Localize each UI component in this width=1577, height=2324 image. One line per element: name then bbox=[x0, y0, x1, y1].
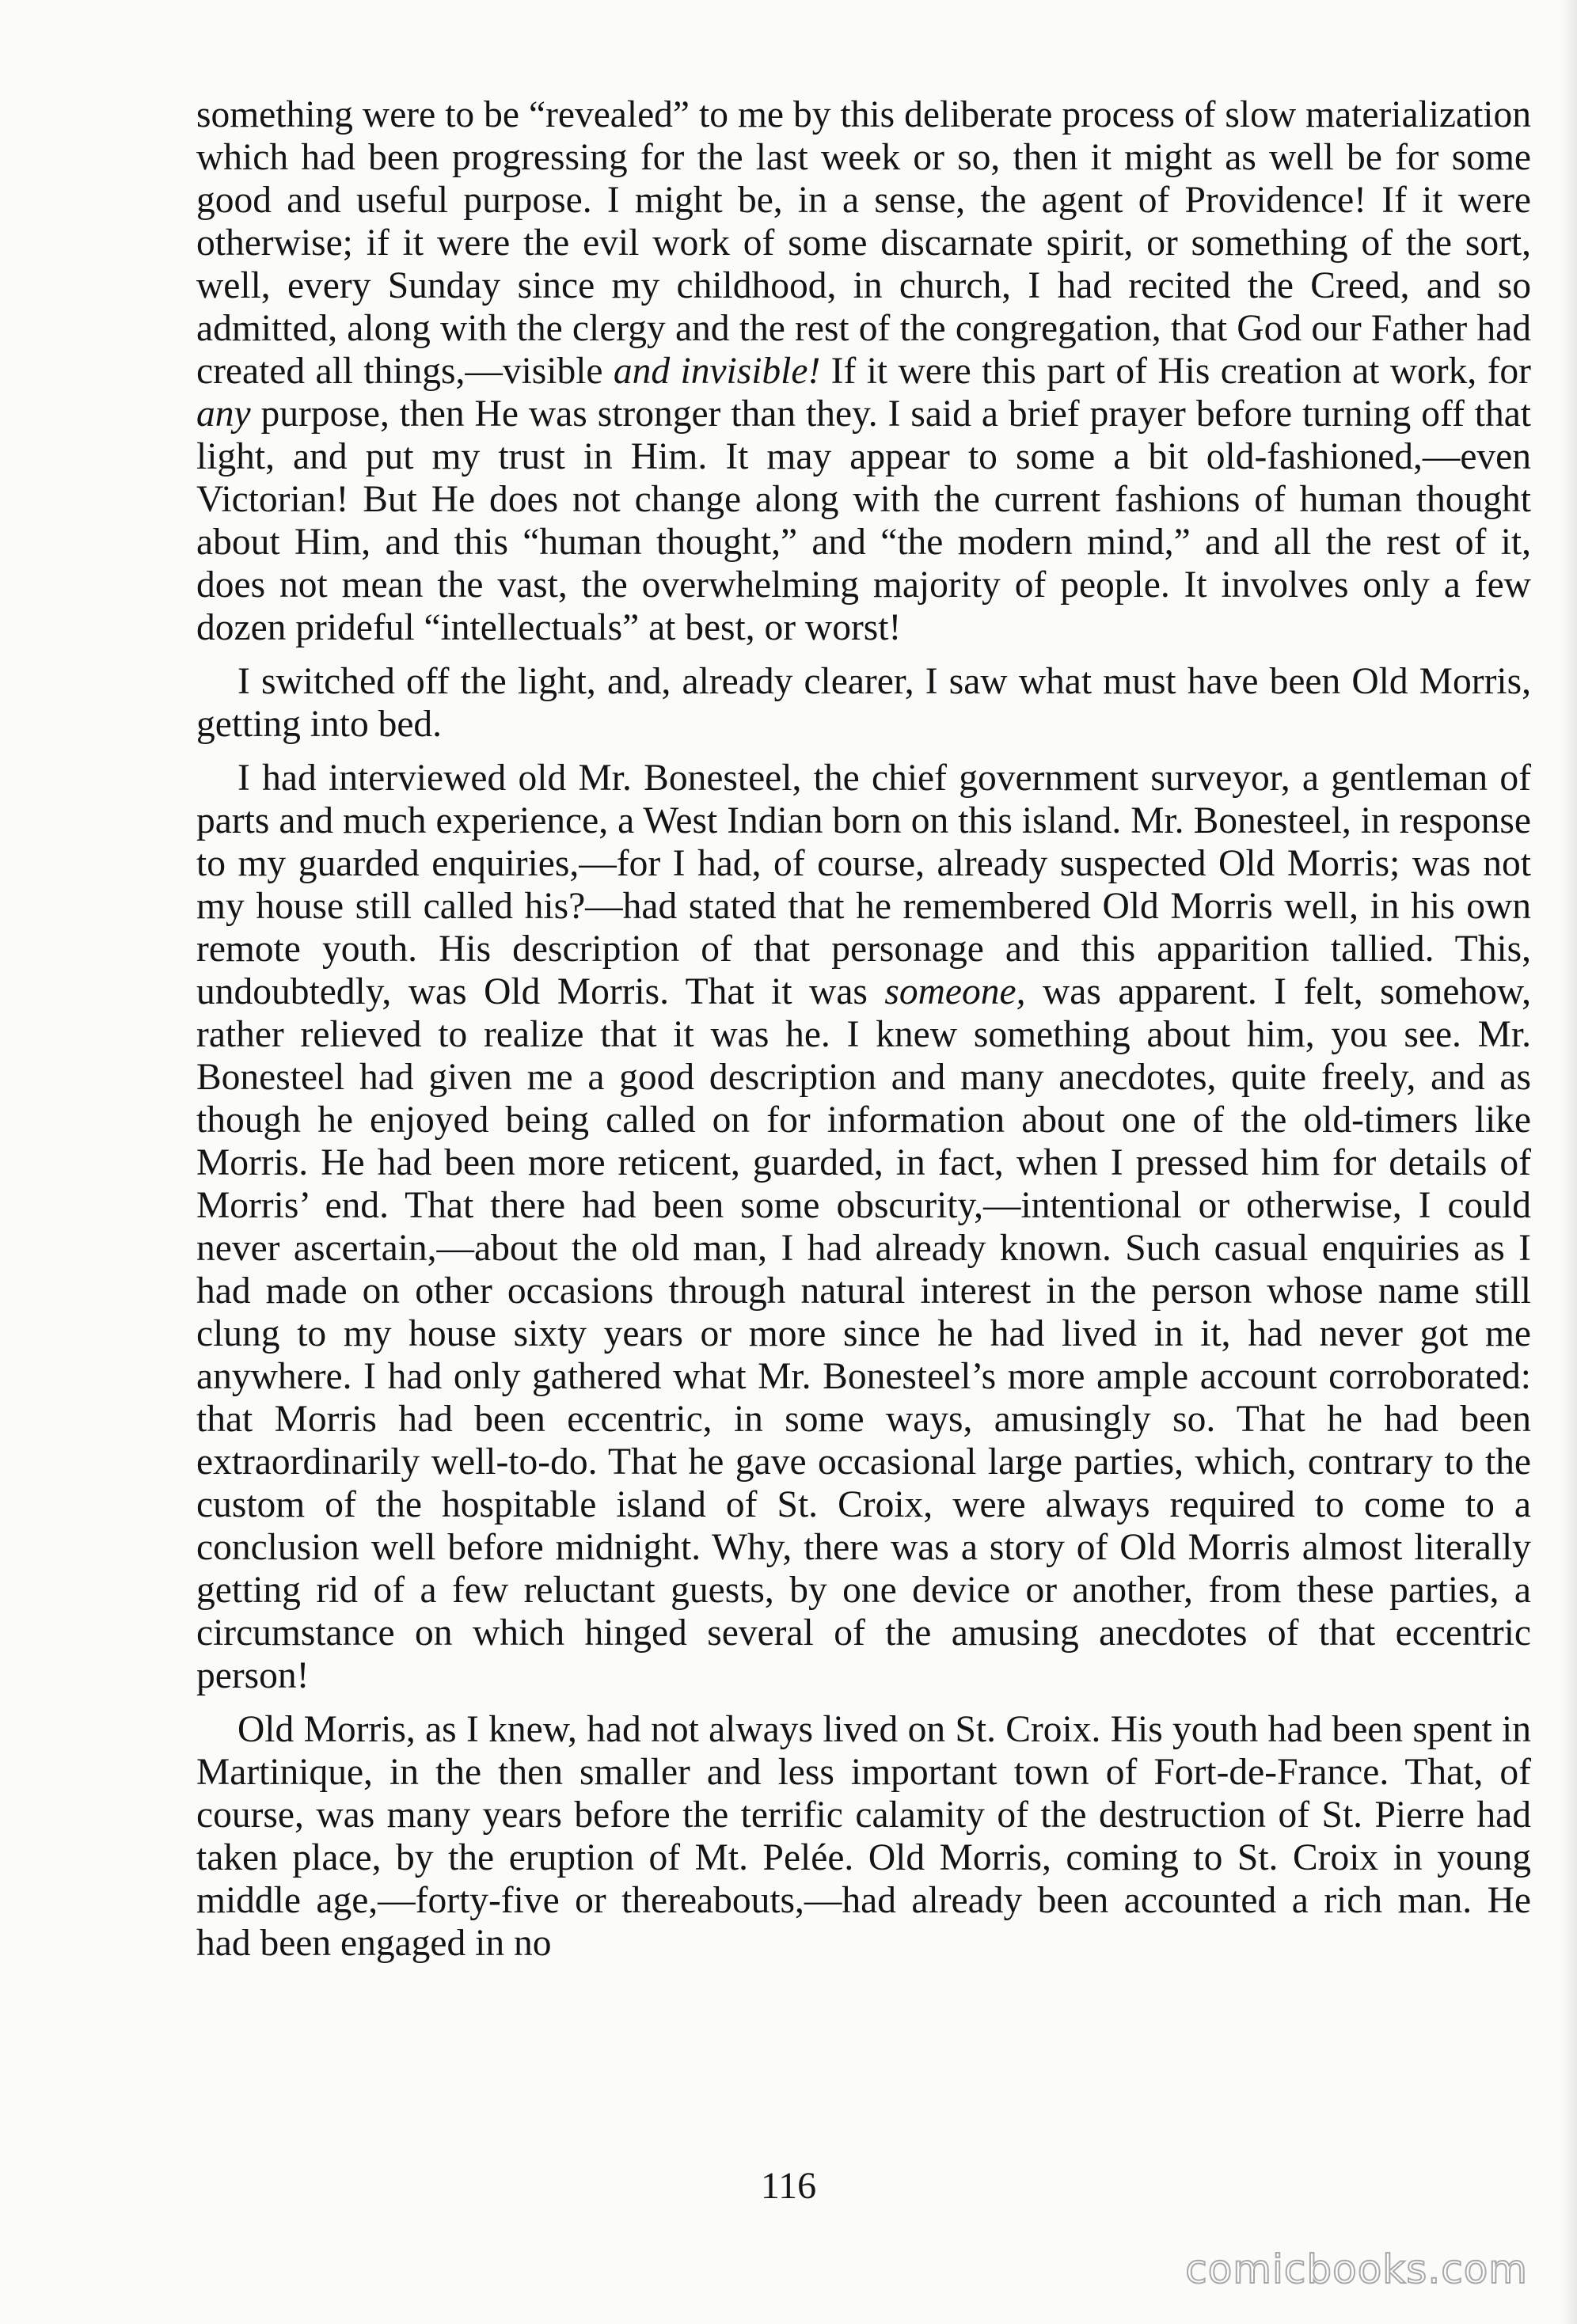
paragraph-1-italic-1: and invisible! bbox=[613, 351, 821, 392]
paragraph-1-text-2: If it were this part of His creation at work, for bbox=[820, 351, 1531, 392]
paragraph-3 bbox=[196, 757, 1531, 1697]
paragraph-1 bbox=[196, 93, 1531, 649]
paragraph-1-text-1: something were to be “revealed” to me by this deliberate process of slow materialization which had been progressing for the last week or so, then it might as well be for some good and useful purpose. I might be, in a sense, the agent of Providence! If it were otherwise; if it were the evil work of some discarnate spirit, or something of the sort, well, every Sunday since my childhood, in church, I had recited the Creed, and so admitted, along with the clergy and the rest of the congregation, that God our Father had created all things,—visible bbox=[196, 94, 1531, 392]
paragraph-4 bbox=[196, 1708, 1531, 1965]
page-edge-shadow bbox=[1560, 0, 1577, 2324]
paragraph-2-text-1: I switched off the light, and, already clearer, I saw what must have been Old Morris, getting into bed. bbox=[196, 661, 1531, 745]
paragraph-1-text-3: purpose, then He was stronger than they. I said a brief prayer before turning off that light, and put my trust in Him. It may appear to some a bit old-fashioned,—even Victorian! But He does not change along with the current fashions of human thought about Him, and this “human thought,” and “the modern mind,” and all the rest of it, does not mean the vast, the overwhelming majority of people. It involves only a few dozen prideful “intellectuals” at best, or worst! bbox=[196, 393, 1531, 648]
paragraph-4-text-1: Old Morris, as I knew, had not always lived on St. Croix. His youth had been spent in Martinique, in the then smaller and less important town of Fort-de-France. That, of course, was many years before the terrific calamity of the destruction of St. Pierre had taken place, by the eruption of Mt. Pelée. Old Morris, coming to St. Croix in young middle age,—forty-five or thereabouts,—had already been accounted a rich man. He had been engaged in no bbox=[196, 1709, 1531, 1964]
page-number: 116 bbox=[760, 2165, 817, 2207]
watermark-logo: comicbooks.com bbox=[1185, 2246, 1528, 2292]
paragraph-1-italic-2: any bbox=[196, 393, 251, 435]
paragraph-3-text-2: was apparent. I felt, somehow, rather relieved to realize that it was he. I knew something about him, you see. Mr. Bonesteel had given me a good description and many anecdotes, quite freely, and as though he enjoyed being called on for information about one of the old-timers like Morris. He had been more reticent, guarded, in fact, when I pressed him for details of Morris’ end. That there had been some obscurity,—intentional or otherwise, I could never ascertain,—about the old man, I had already known. Such casual enquiries as I had made on other occasions through natural interest in the person whose name still clung to my house sixty years or more since he had lived in it, had never got me anywhere. I had only gathered what Mr. Bonesteel’s more ample account corroborated: that Morris had been eccentric, in some ways, amusingly so. That he had been extraordinarily well-to-do. That he gave occasional large parties, which, contrary to the custom of the hospitable island of St. Croix, were always required to come to a conclusion well before midnight. Why, there was a story of Old Morris almost literally getting rid of a few reluctant guests, by one device or another, from these parties, a circumstance on which hinged several of the amusing anecdotes of that eccentric person! bbox=[196, 971, 1531, 1696]
page-body bbox=[196, 93, 1531, 1965]
paragraph-2 bbox=[196, 660, 1531, 746]
paragraph-3-text-1: I had interviewed old Mr. Bonesteel, the chief government surveyor, a gentleman of parts and much experience, a West Indian born on this island. Mr. Bonesteel, in response to my guarded enquiries,—for I had, of course, already suspected Old Morris; was not my house still called his?—had stated that he remembered Old Morris well, in his own remote youth. His description of that personage and this apparition tallied. This, undoubtedly, was Old Morris. That it was bbox=[196, 758, 1531, 1012]
paragraph-3-italic-1: someone, bbox=[884, 971, 1026, 1012]
